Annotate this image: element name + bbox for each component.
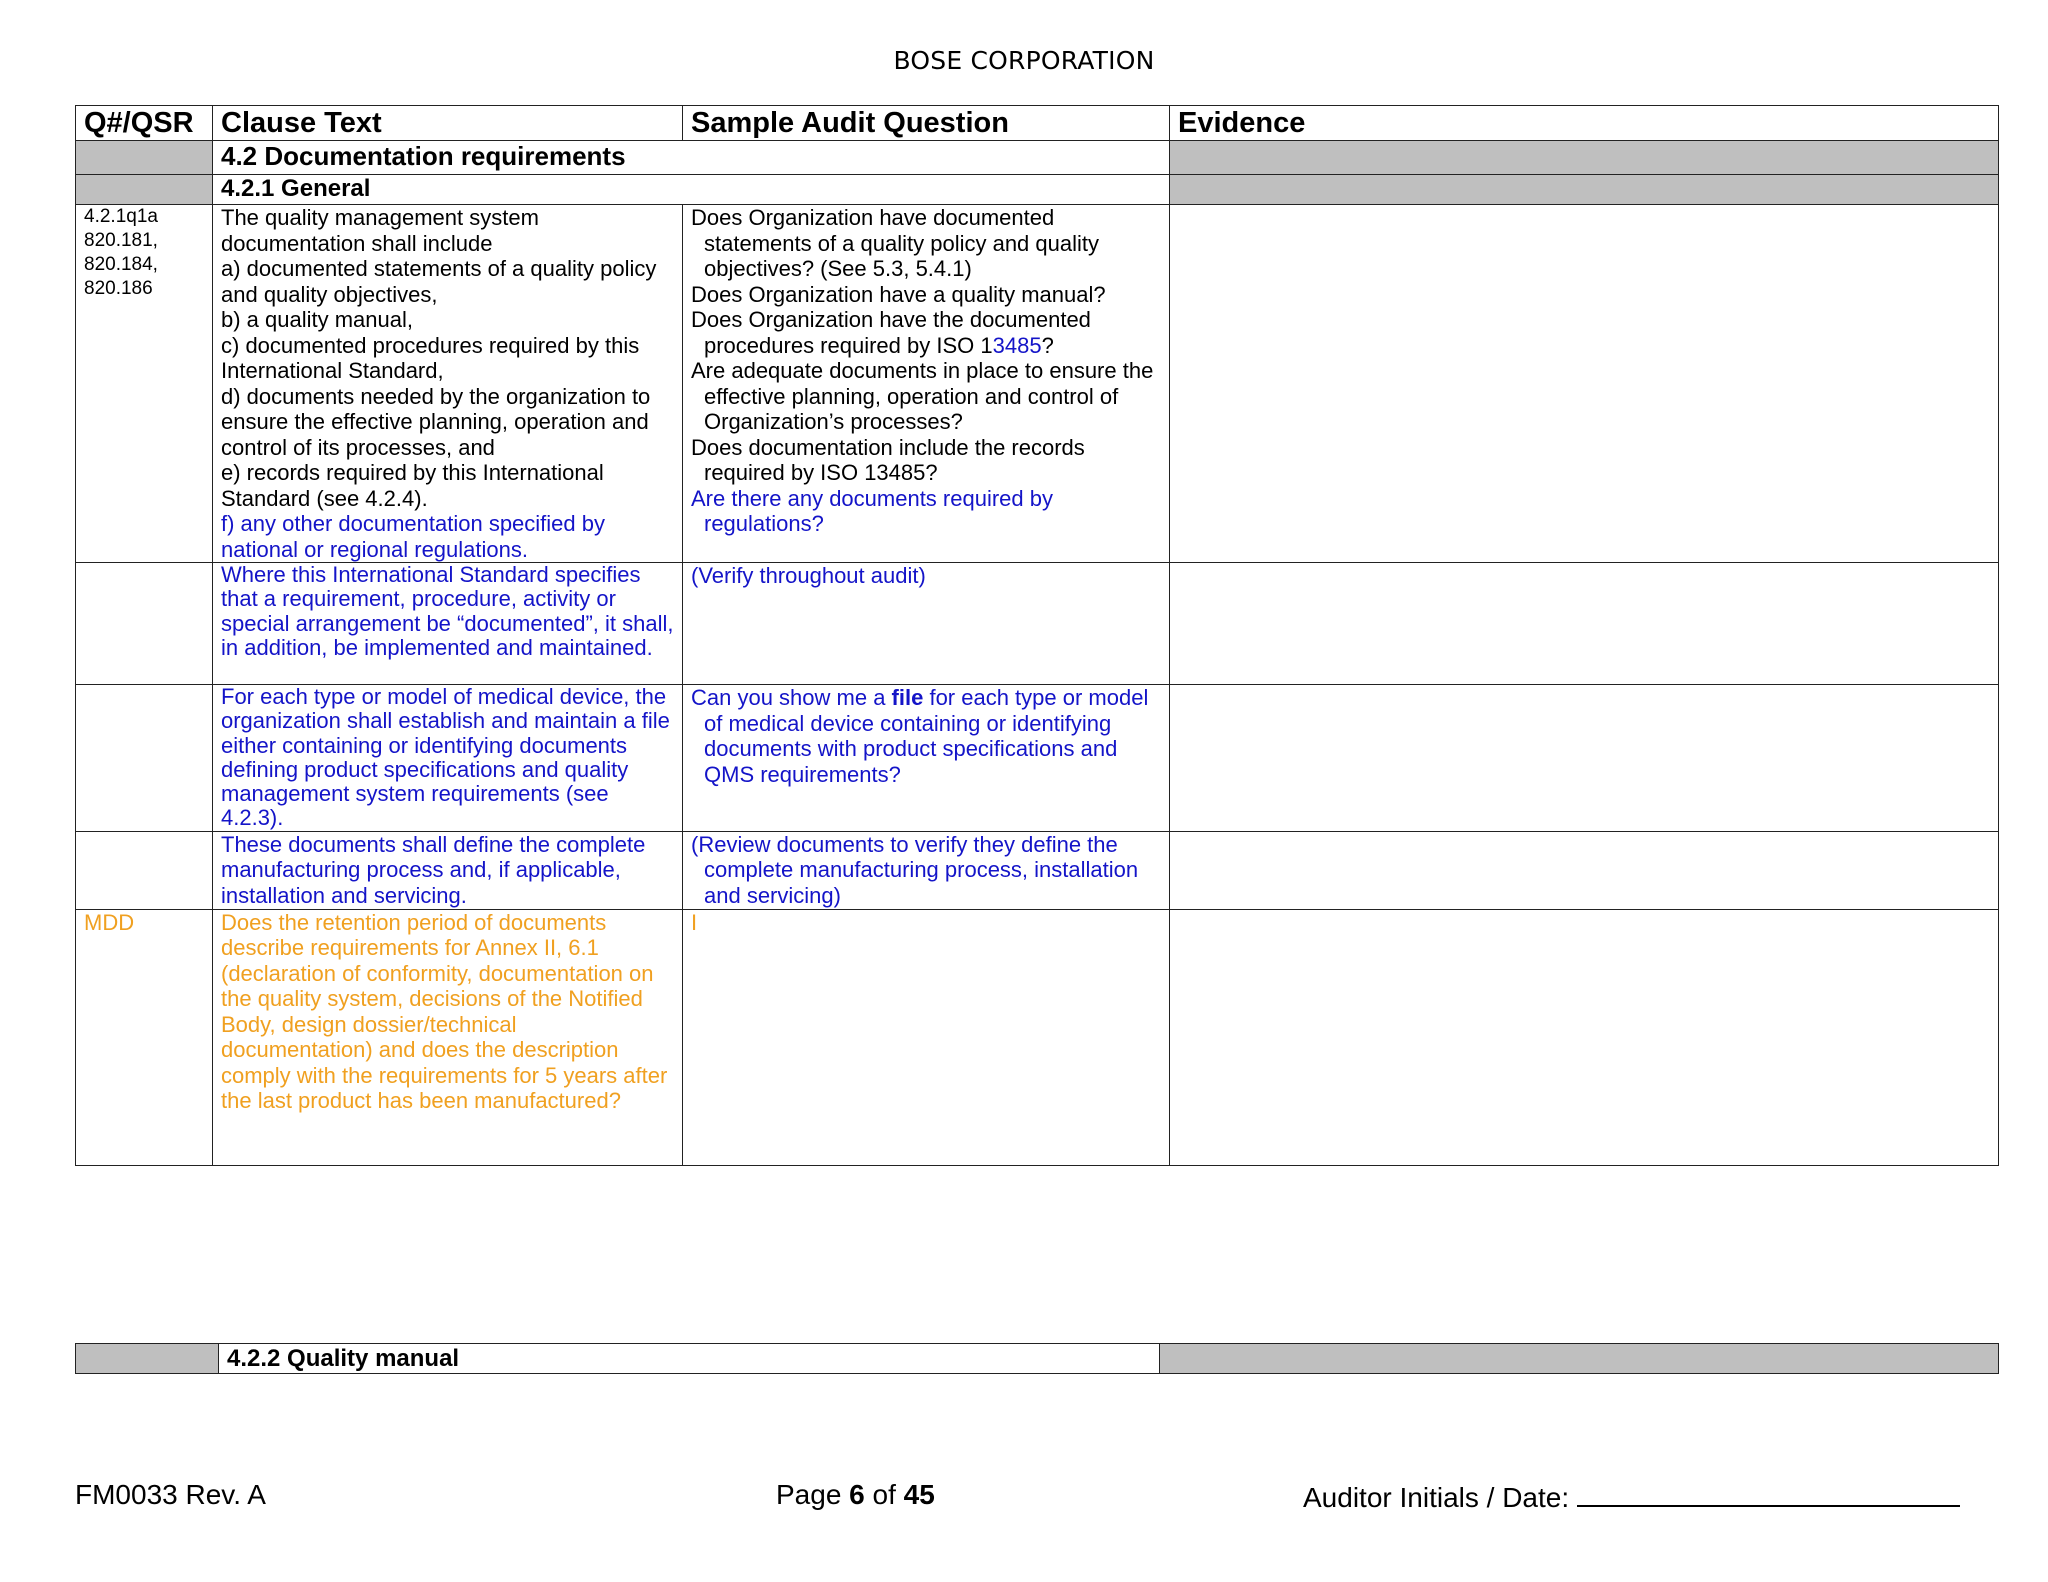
audit-question-cell — [683, 685, 1170, 832]
auditor-signoff — [1303, 1479, 1960, 1514]
audit-question: Does Organization have documented statements of a quality policy and quality objectives? (See 5.3, 5.4.1) — [691, 205, 1100, 281]
clause-text-cell: Where this International Standard specifies that a requirement, procedure, activity or special arrangement be “documented”, it shall, in addition, be implemented and maintained. — [213, 563, 683, 685]
audit-question-emphasis: file — [891, 685, 924, 710]
clause-text-cell — [213, 205, 683, 563]
form-revision: FM0033 Rev. A — [75, 1479, 266, 1510]
table-row — [76, 685, 1999, 832]
document-header-title: BOSE CORPORATION — [893, 46, 1155, 75]
audit-question-text: Does Organization have the documented procedures required by ISO 1 — [691, 307, 1091, 358]
audit-question-mark: ? — [1041, 332, 1054, 358]
section-row — [76, 141, 1999, 175]
next-section-row — [76, 1344, 1999, 1374]
total-pages: 45 — [903, 1479, 935, 1510]
evidence-cell[interactable] — [1170, 909, 1999, 1165]
table-row — [76, 563, 1999, 685]
qsr-ref: 820.186 — [84, 278, 153, 299]
page-label: Page — [776, 1479, 850, 1510]
table-row — [76, 205, 1999, 563]
subsection-gray-cell — [76, 175, 213, 205]
next-section-title: 4.2.2 Quality manual — [219, 1344, 1160, 1374]
audit-question: (Review documents to verify they define the complete manufacturing process, installation and servicing) — [691, 831, 1139, 908]
auditor-label: Auditor Initials / Date: — [1303, 1482, 1577, 1513]
clause-line-regulatory: f) any other documentation specified by national or regional regulations. — [221, 511, 606, 562]
evidence-cell[interactable] — [1170, 685, 1999, 832]
clause-line: e) records required by this International Standard (see 4.2.4). — [221, 460, 604, 511]
current-page: 6 — [849, 1479, 865, 1510]
qsr-cell: MDD — [76, 909, 213, 1165]
clause-line: The quality management system documentation shall include — [221, 205, 539, 256]
section-gray-cell — [76, 1344, 219, 1374]
qsr-ref: 820.184, — [84, 254, 158, 275]
next-section-table — [75, 1343, 1999, 1374]
audit-question-standard-number: 3485 — [992, 332, 1042, 358]
section-title: 4.2 Documentation requirements — [213, 141, 1170, 175]
audit-question-text: for each type or model of medical device containing or identifying documents with product specifications and QMS requirements? — [704, 685, 1149, 787]
audit-question — [691, 685, 1161, 787]
clause-line: c) documented procedures required by this International Standard, — [221, 332, 640, 383]
auditor-signature-line[interactable] — [1577, 1479, 1960, 1507]
audit-question-regulatory: Are there any documents required by regulations? — [691, 485, 1053, 536]
qsr-ref: 4.2.1q1a — [84, 206, 158, 227]
clause-line: b) a quality manual, — [221, 307, 413, 332]
evidence-cell[interactable] — [1170, 831, 1999, 909]
evidence-cell[interactable] — [1170, 205, 1999, 563]
subsection-row — [76, 175, 1999, 205]
evidence-cell[interactable] — [1170, 563, 1999, 685]
column-header-evidence: Evidence — [1170, 106, 1999, 141]
clause-text-cell: Does the retention period of documents describe requirements for Annex II, 6.1 (declaration of conformity, documentation on the quality system, decisions of the Notified Body, design dossier/technical documentation) and does the description comply with the requirements for 5 years after the last product has been manufactured? — [213, 909, 683, 1165]
clause-text-cell: These documents shall define the complete manufacturing process and, if applicable, installation and servicing. — [213, 831, 683, 909]
audit-question-cell — [683, 563, 1170, 685]
column-header-qsr: Q#/QSR — [76, 106, 213, 141]
audit-question-text: Can you show me a — [691, 685, 892, 710]
qsr-cell — [76, 563, 213, 685]
qsr-cell — [76, 685, 213, 832]
audit-question: Does Organization have a quality manual? — [691, 281, 1106, 307]
qsr-cell — [76, 205, 213, 563]
qsr-ref: 820.181, — [84, 230, 158, 251]
audit-checklist-table — [75, 105, 1999, 1166]
subsection-gray-cell — [1170, 175, 1999, 205]
column-header-clause-text: Clause Text — [213, 106, 683, 141]
subsection-title: 4.2.1 General — [213, 175, 1170, 205]
section-gray-cell — [76, 141, 213, 175]
column-header-audit-question: Sample Audit Question — [683, 106, 1170, 141]
page-number — [776, 1479, 935, 1511]
clause-line: a) documented statements of a quality policy and quality objectives, — [221, 256, 657, 307]
clause-text-cell: For each type or model of medical device, the organization shall establish and maintain a file either containing or identifying documents defining product specifications and quality management system requirements (see 4.2.3). — [213, 685, 683, 832]
table-header-row — [76, 106, 1999, 141]
audit-question: Does documentation include the records required by ISO 13485? — [691, 434, 1085, 485]
table-row — [76, 831, 1999, 909]
section-gray-cell — [1170, 141, 1999, 175]
audit-question-cell: I — [683, 909, 1170, 1165]
section-gray-cell — [1160, 1344, 1999, 1374]
table-row — [76, 909, 1999, 1165]
audit-question: Are adequate documents in place to ensure the effective planning, operation and control of Organization’s processes? — [691, 358, 1154, 434]
audit-question — [691, 307, 1161, 358]
audit-question-cell — [683, 205, 1170, 563]
page-of-label: of — [864, 1479, 904, 1510]
qsr-cell — [76, 831, 213, 909]
audit-question-cell — [683, 831, 1170, 909]
clause-line: d) documents needed by the organization to ensure the effective planning, operation and control of its processes, and — [221, 383, 651, 460]
audit-question: (Verify throughout audit) — [691, 563, 926, 588]
